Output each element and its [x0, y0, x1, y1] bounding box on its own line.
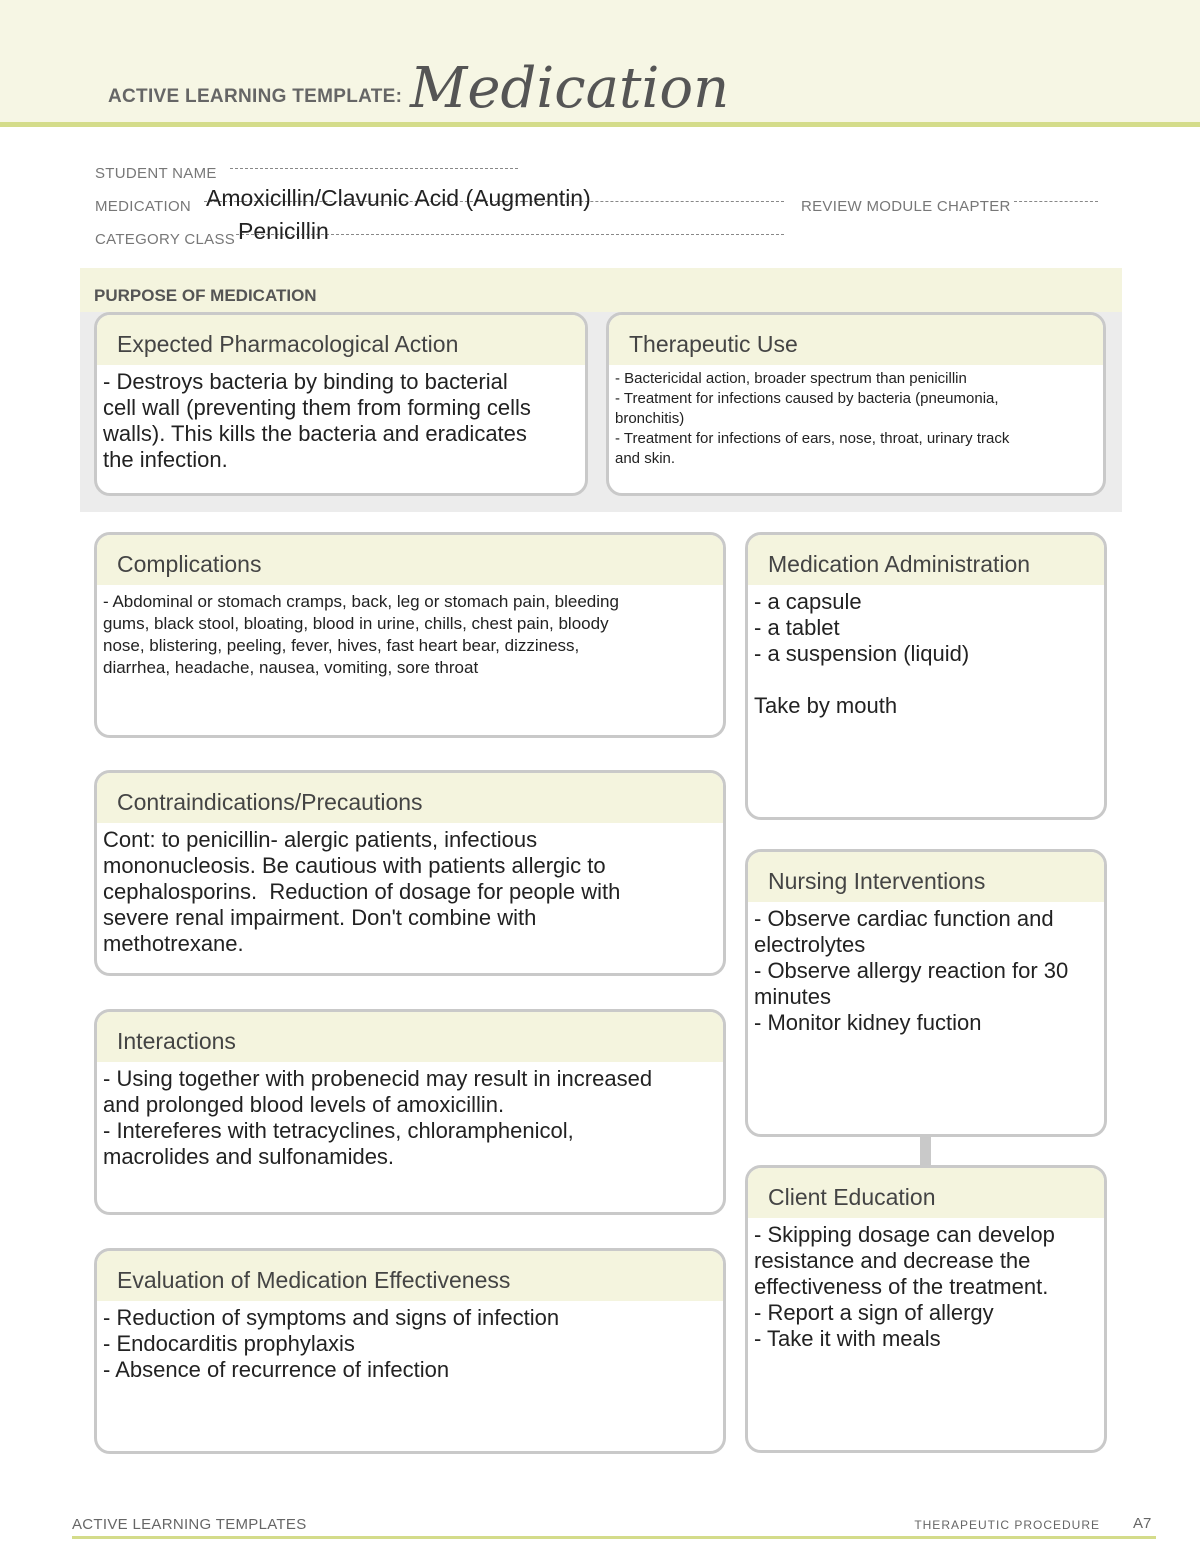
evaluation-title: Evaluation of Medication Effectiveness: [117, 1267, 511, 1293]
text-line: mononucleosis. Be cautious with patients allergic to: [103, 853, 606, 878]
text-line: - Reduction of symptoms and signs of infection: [103, 1305, 560, 1330]
nursing-interventions-title: Nursing Interventions: [768, 868, 986, 894]
text-line: - a tablet: [754, 615, 840, 640]
text-line: - Endocarditis prophylaxis: [103, 1331, 355, 1356]
text-line: and skin.: [615, 450, 676, 467]
text-line: severe renal impairment. Don't combine with: [103, 905, 537, 930]
client-education-box: [745, 1165, 1107, 1453]
text-line: gums, black stool, bloating, blood in urine, chills, chest pain, bloody: [103, 614, 609, 633]
text-line: bronchitis): [615, 410, 685, 427]
text-line: - Absence of recurrence of infection: [103, 1357, 450, 1382]
complications-title: Complications: [117, 551, 262, 577]
interactions-title: Interactions: [117, 1028, 236, 1054]
header-rule: [0, 122, 1200, 127]
review-module-label: REVIEW MODULE CHAPTER: [801, 198, 1011, 215]
text-line: - Monitor kidney fuction: [754, 1010, 982, 1035]
template-label: ACTIVE LEARNING TEMPLATE:: [108, 86, 403, 107]
text-line: resistance and decrease the: [754, 1248, 1031, 1273]
category-class-label: CATEGORY CLASS: [95, 231, 236, 248]
text-line: - a capsule: [754, 589, 862, 614]
text-line: nose, blistering, peeling, fever, hives, fast heart bear, dizziness,: [103, 636, 580, 655]
nursing-interventions-box: [745, 849, 1107, 1137]
text-line: walls). This kills the bacteria and eradicates: [103, 421, 527, 446]
complications-box: [94, 532, 726, 738]
evaluation-box: [94, 1248, 726, 1454]
category-class-value: Penicillin: [238, 218, 329, 244]
footer-left-label: ACTIVE LEARNING TEMPLATES: [72, 1516, 307, 1533]
footer-right-label: THERAPEUTIC PROCEDURE: [914, 1518, 1100, 1532]
text-line: - Skipping dosage can develop: [754, 1222, 1055, 1247]
purpose-title: PURPOSE OF MEDICATION: [94, 286, 317, 305]
text-line: effectiveness of the treatment.: [754, 1274, 1049, 1299]
student-name-field[interactable]: [230, 168, 518, 169]
text-line: macrolides and sulfonamides.: [103, 1144, 395, 1169]
administration-note: Take by mouth: [754, 693, 898, 718]
text-line: - Take it with meals: [754, 1326, 941, 1351]
therapeutic-use-title: Therapeutic Use: [629, 331, 798, 357]
text-line: cephalosporins. Reduction of dosage for people with: [103, 879, 621, 904]
text-line: - Bactericidal action, broader spectrum than penicillin: [615, 370, 967, 387]
text-line: diarrhea, headache, nausea, vomiting, sore throat: [103, 658, 479, 677]
text-line: - Using together with probenecid may result in increased: [103, 1066, 653, 1091]
box-connector: [920, 1135, 931, 1167]
text-line: the infection.: [103, 447, 228, 472]
text-line: - Intereferes with tetracyclines, chloramphenicol,: [103, 1118, 574, 1143]
contraindications-title: Contraindications/Precautions: [117, 789, 423, 815]
text-line: - a suspension (liquid): [754, 641, 970, 666]
administration-title: Medication Administration: [768, 551, 1031, 577]
text-line: Cont: to penicillin- alergic patients, infectious: [103, 827, 538, 852]
text-line: - Report a sign of allergy: [754, 1300, 994, 1325]
administration-box: [745, 532, 1107, 820]
text-line: cell wall (preventing them from forming cells: [103, 395, 531, 420]
text-line: - Observe allergy reaction for 30: [754, 958, 1069, 983]
review-module-field[interactable]: [1014, 201, 1098, 202]
expected-action-box: [94, 312, 588, 496]
page-title: Medication: [410, 56, 730, 121]
therapeutic-use-box: [606, 312, 1106, 496]
text-line: - Observe cardiac function and: [754, 906, 1054, 931]
medication-label: MEDICATION: [95, 198, 192, 215]
student-name-label: STUDENT NAME: [95, 165, 217, 182]
client-education-title: Client Education: [768, 1184, 936, 1210]
text-line: - Destroys bacteria by binding to bacterial: [103, 369, 508, 394]
footer-rule: [72, 1536, 1156, 1539]
text-line: and prolonged blood levels of amoxicillin.: [103, 1092, 505, 1117]
page-number: A7: [1133, 1515, 1152, 1532]
text-line: - Treatment for infections caused by bacteria (pneumonia,: [615, 390, 999, 407]
text-line: - Abdominal or stomach cramps, back, leg or stomach pain, bleeding: [103, 592, 619, 611]
interactions-box: [94, 1009, 726, 1215]
text-line: minutes: [754, 984, 832, 1009]
text-line: methotrexane.: [103, 931, 244, 956]
text-line: - Treatment for infections of ears, nose, throat, urinary track: [615, 430, 1010, 447]
contraindications-box: [94, 770, 726, 976]
text-line: electrolytes: [754, 932, 866, 957]
expected-action-title: Expected Pharmacological Action: [117, 331, 459, 357]
medication-value: Amoxicillin/Clavunic Acid (Augmentin): [206, 185, 591, 211]
